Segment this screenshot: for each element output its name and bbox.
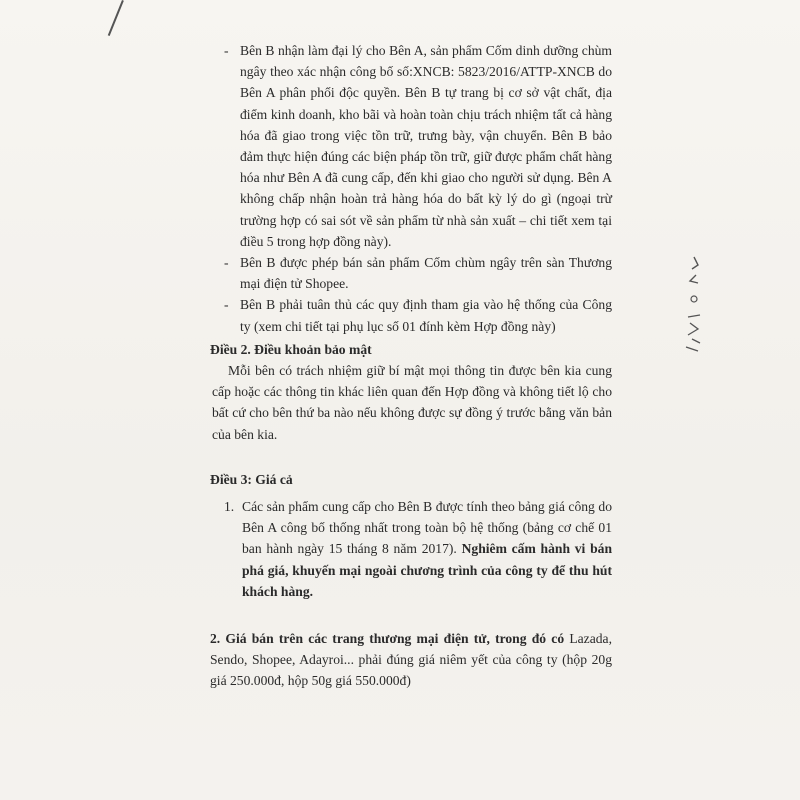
item-number: 1. bbox=[224, 499, 235, 515]
item-text-regular: Lazada, Sendo, Shopee, Adayroi... phải đúng giá niêm yết của công ty (hộp 20g giá 250.000đ, hộp 50g giá 550.000đ) bbox=[210, 631, 612, 689]
numbered-item-2 bbox=[210, 628, 612, 692]
bullet-dash: - bbox=[224, 255, 229, 271]
numbered-item-1 bbox=[224, 496, 612, 602]
margin-handwriting-mark bbox=[676, 255, 706, 355]
item-text-bold: Nghiêm cấm hành vi bán phá giá, khuyến mại ngoài chương trình của công ty để thu hút khách hàng. bbox=[242, 541, 612, 599]
bullet-text: Bên B nhận làm đại lý cho Bên A, sản phẩm Cốm dinh dưỡng chùm ngây theo xác nhận công bố số:XNCB: 5823/2016/ATTP-XNCB do Bên A phân phối độc quyền. Bên B tự trang bị cơ sở vật chất, địa điểm kinh doanh, kho bãi và hoàn toàn chịu trách nhiệm tất cả hàng hóa đã giao trong việc tồn trữ, trưng bày, vận chuyển. Bên B bảo đảm thực hiện đúng các biện pháp tồn trữ, giữ được phẩm chất hàng hóa như Bên A đã cung cấp, đến khi giao cho người sử dụng. Bên A không chấp nhận hoàn trả hàng hóa do bất kỳ lý do gì (ngoại trừ trường hợp có sai sót về sản phẩm từ nhà sản xuất – chi tiết xem tại điều 5 trong hợp đồng này). bbox=[240, 43, 612, 249]
pen-scratch-mark bbox=[108, 0, 124, 36]
bullet-item bbox=[224, 252, 612, 294]
bullet-dash: - bbox=[224, 297, 229, 313]
bullet-item bbox=[224, 294, 612, 336]
item-text-regular: Các sản phẩm cung cấp cho Bên B được tính theo bảng giá công do Bên A công bố thống nhất trong toàn bộ hệ thống (bảng cơ chế 01 ban hành ngày 15 tháng 8 năm 2017). bbox=[242, 499, 612, 557]
item-text bbox=[242, 496, 612, 602]
item-text-bold: 2. Giá bán trên các trang thương mại điện tử, trong đó có bbox=[210, 631, 565, 647]
bullet-item bbox=[224, 40, 612, 252]
document-body bbox=[210, 40, 612, 692]
bullet-dash: - bbox=[224, 43, 229, 58]
section-heading-dieu-3: Điều 3: Giá cả bbox=[210, 471, 293, 487]
section-heading-dieu-2: Điều 2. Điều khoản bảo mật bbox=[210, 341, 372, 357]
bullet-text: Bên B được phép bán sản phẩm Cốm chùm ngây trên sàn Thương mại điện tử Shopee. bbox=[240, 255, 612, 292]
section-body-dieu-2: Mỗi bên có trách nhiệm giữ bí mật mọi thông tin được bên kia cung cấp hoặc các thông tin khác liên quan đến Hợp đồng và không tiết lộ cho bất cứ cho bên thứ ba nào nếu không được sự đồng ý trước bằng văn bản của bên kia. bbox=[212, 363, 612, 442]
bullet-text: Bên B phải tuân thủ các quy định tham gia vào hệ thống của Công ty (xem chi tiết tại phụ lục số 01 đính kèm Hợp đồng này) bbox=[240, 297, 612, 334]
